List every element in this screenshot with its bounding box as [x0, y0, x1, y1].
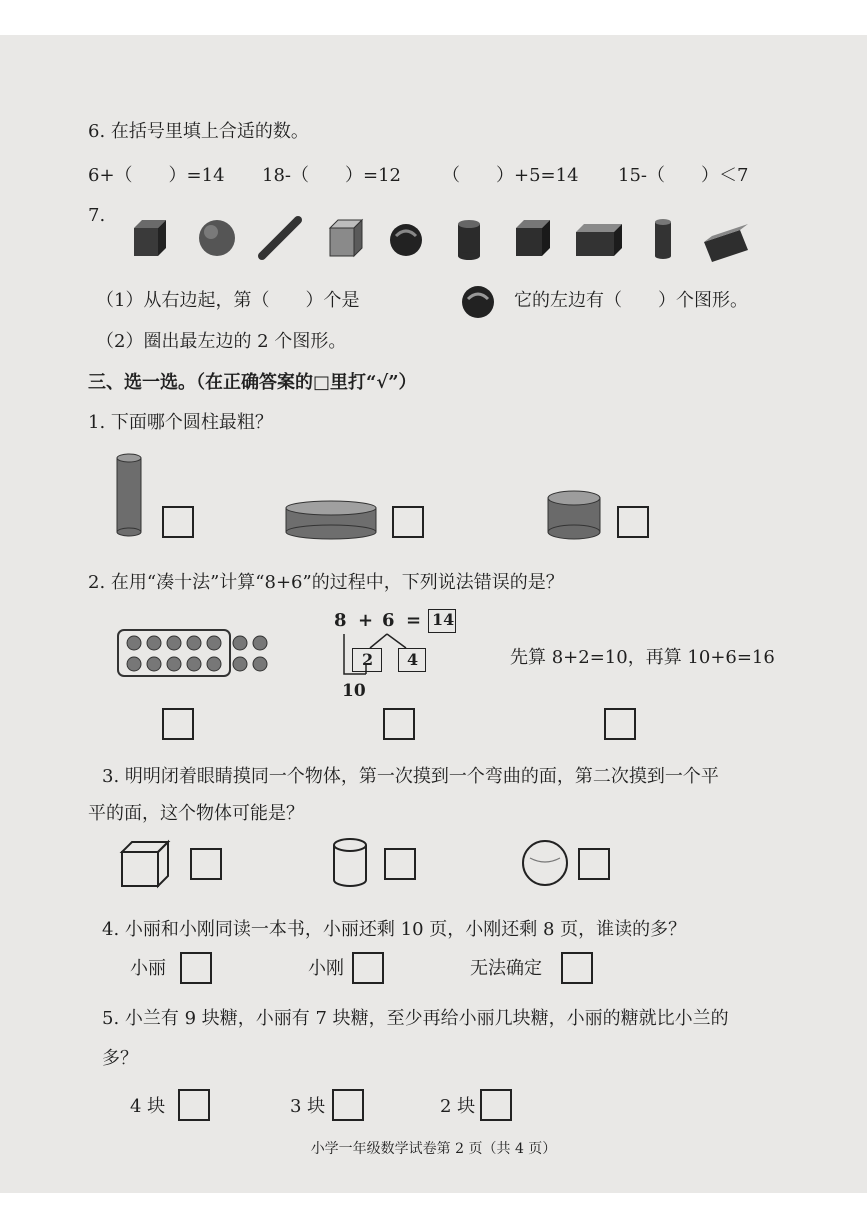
q7-number: 7. [88, 205, 106, 226]
s3-q1-text: 1. 下面哪个圆柱最粗？ [88, 412, 273, 433]
ball-icon [390, 224, 422, 256]
s3-q4-option-b: 小刚 [308, 958, 344, 979]
q6-item-4: 15-（ ）＜7 [618, 165, 749, 186]
s3-q3-option-b-checkbox[interactable] [384, 848, 416, 880]
section3-title: 三、选一选。（在正确答案的□里打“√”） [88, 372, 417, 393]
cube-icon [330, 220, 362, 256]
s3-q4-option-a: 小丽 [130, 958, 166, 979]
sphere-icon [199, 220, 235, 256]
cylinder-wide-icon [544, 486, 604, 542]
split-2: 2 [362, 650, 374, 669]
s3-q4-option-a-checkbox[interactable] [180, 952, 212, 984]
split-4: 4 [407, 650, 419, 669]
eq-6: 6 [382, 610, 395, 631]
s3-q3-text-line2: 平的面，这个物体可能是？ [88, 803, 304, 824]
cylinder-outline-icon [330, 836, 370, 890]
s3-q5-option-a: 4 块 [130, 1096, 166, 1117]
cylinder-thin-icon [110, 452, 150, 538]
s3-q4-option-c: 无法确定 [470, 958, 542, 979]
s3-q2-option-b-checkbox[interactable] [383, 708, 415, 740]
q6-item-1: 6+（ ）=14 [88, 165, 225, 186]
ten-frame-dots [116, 628, 272, 680]
s3-q5-text-line1: 5. 小兰有 9 块糖，小丽有 7 块糖，至少再给小丽几块糖，小丽的糖就比小兰的 [102, 1008, 729, 1029]
cube-icon [516, 220, 550, 256]
eq-8: 8 [334, 610, 347, 631]
q6-item-2: 18-（ ）=12 [262, 165, 401, 186]
cube-icon [134, 220, 166, 256]
q7-shape-row [120, 210, 780, 266]
cube-outline-icon [118, 838, 174, 890]
cuboid-icon [704, 224, 748, 262]
cylinder-icon [655, 219, 671, 259]
s3-q3-option-a-checkbox[interactable] [190, 848, 222, 880]
s3-q4-option-b-checkbox[interactable] [352, 952, 384, 984]
s3-q1-option-c-checkbox[interactable] [617, 506, 649, 538]
eq-plus: + [358, 610, 374, 631]
s3-q5-option-b: 3 块 [290, 1096, 326, 1117]
s3-q4-option-c-checkbox[interactable] [561, 952, 593, 984]
s3-q2-option-c-checkbox[interactable] [604, 708, 636, 740]
s3-q4-text: 4. 小丽和小刚同读一本书，小丽还剩 10 页，小刚还剩 8 页，谁读的多？ [102, 919, 687, 940]
sphere-outline-icon [520, 838, 570, 888]
s3-q5-option-a-checkbox[interactable] [178, 1089, 210, 1121]
ball-icon [460, 284, 496, 320]
split-box-2 [352, 648, 382, 672]
q7-sub1-b: 它的左边有（ ）个图形。 [514, 290, 748, 311]
cuboid-icon [576, 224, 622, 256]
s3-q5-option-b-checkbox[interactable] [332, 1089, 364, 1121]
eq-result-box [428, 609, 456, 633]
s3-q5-option-c-checkbox[interactable] [480, 1089, 512, 1121]
ten-label: 10 [342, 681, 366, 701]
s3-q3-text-line1: 3. 明明闭着眼睛摸同一个物体，第一次摸到一个弯曲的面，第二次摸到一个平 [102, 766, 719, 787]
q7-sub2: （2）圈出最左边的 2 个图形。 [96, 331, 347, 352]
q6-item-3: （ ）+5=14 [442, 165, 579, 186]
split-box-4 [398, 648, 426, 672]
stick-icon [262, 220, 298, 256]
q7-sub1-a: （1）从右边起，第（ ）个是 [96, 290, 360, 311]
page-footer: 小学一年级数学试卷第 2 页（共 4 页） [310, 1141, 557, 1157]
s3-q2-option-a-checkbox[interactable] [162, 708, 194, 740]
s3-q5-option-c: 2 块 [440, 1096, 476, 1117]
s3-q1-option-a-checkbox[interactable] [162, 506, 194, 538]
q6-title: 6. 在括号里填上合适的数。 [88, 121, 309, 142]
s3-q2-option-c-text: 先算 8+2=10，再算 10+6=16 [510, 647, 775, 668]
cylinder-flat-icon [282, 496, 382, 540]
s3-q2-text: 2. 在用“凑十法”计算“8+6”的过程中，下列说法错误的是？ [88, 572, 564, 593]
s3-q5-text-line2: 多？ [102, 1048, 138, 1069]
eq-equals: = [406, 610, 422, 631]
s3-q1-option-b-checkbox[interactable] [392, 506, 424, 538]
eq-result: 14 [432, 610, 455, 629]
cylinder-icon [458, 220, 480, 260]
s3-q3-option-c-checkbox[interactable] [578, 848, 610, 880]
